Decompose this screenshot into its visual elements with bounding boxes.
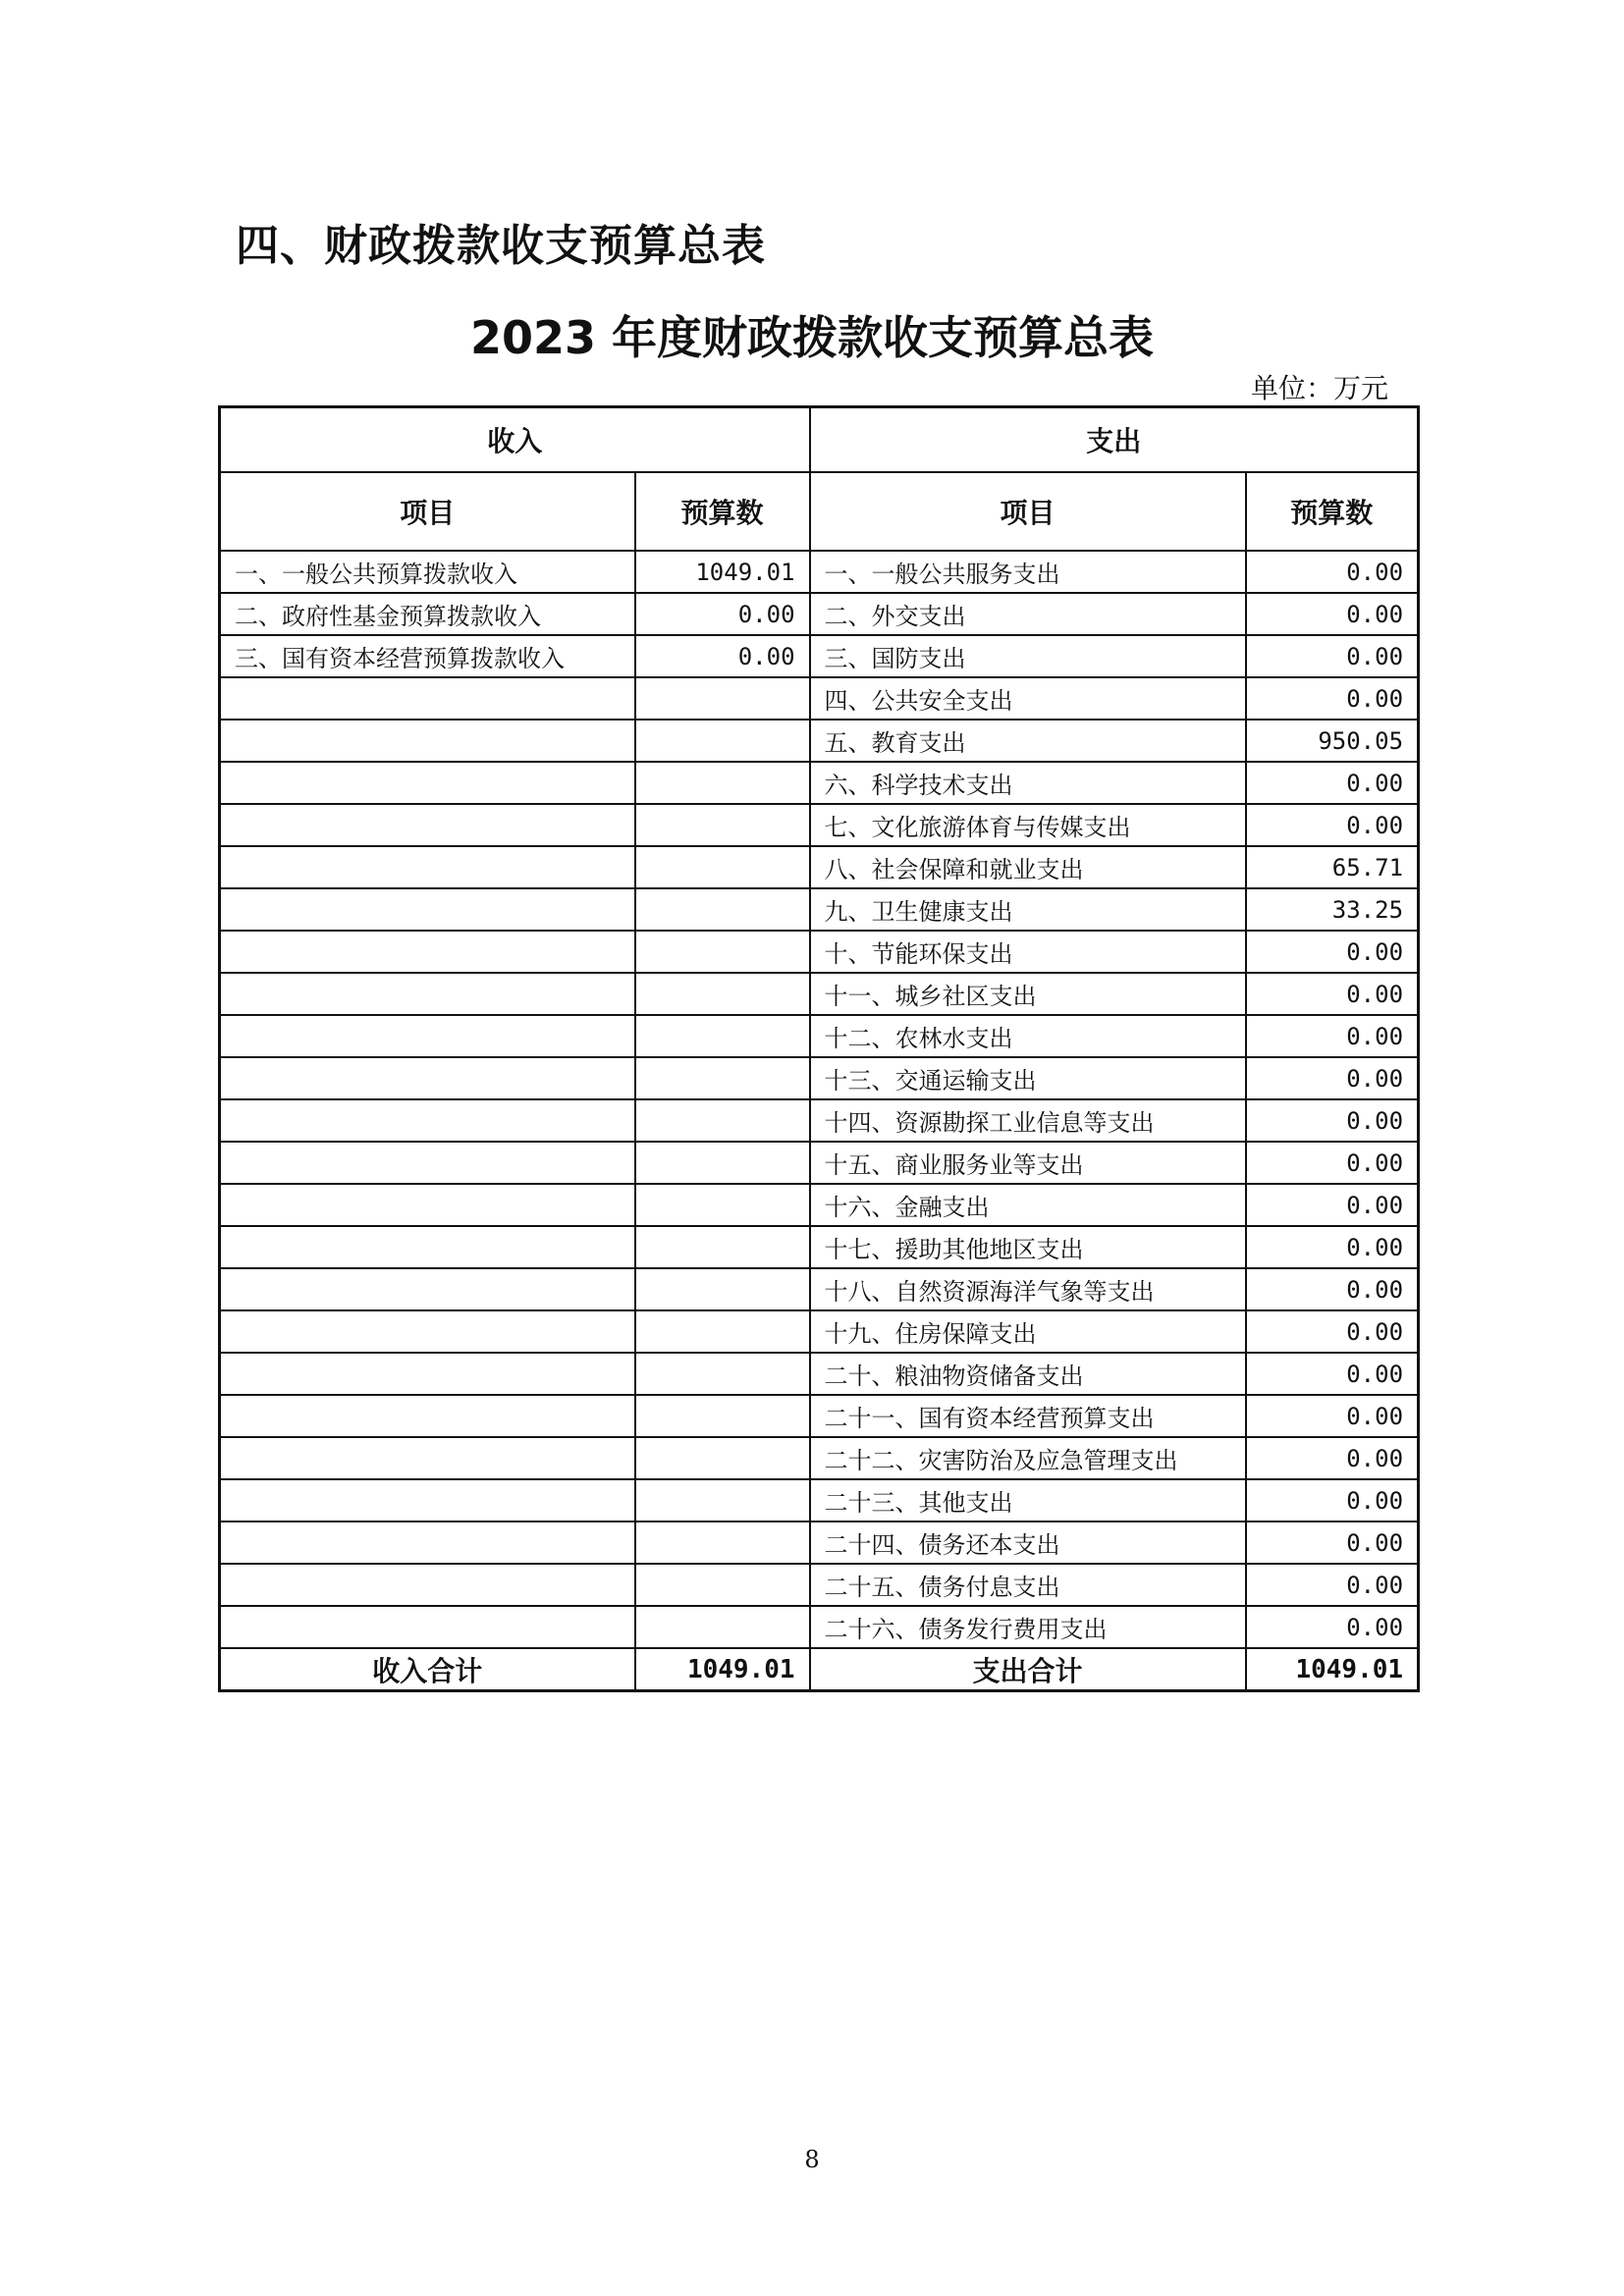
expense-total-amount: 1049.01	[1246, 1648, 1419, 1691]
expense-item-cell: 十四、资源勘探工业信息等支出	[810, 1099, 1246, 1142]
expense-amount-cell: 0.00	[1246, 1564, 1419, 1606]
income-amount-cell	[635, 1184, 810, 1226]
income-amount-cell	[635, 1057, 810, 1099]
table-row	[220, 973, 1419, 1015]
expense-total-label: 支出合计	[810, 1648, 1246, 1691]
expense-item-cell: 十五、商业服务业等支出	[810, 1142, 1246, 1184]
expense-amount-cell: 0.00	[1246, 677, 1419, 720]
income-item-cell	[220, 1395, 635, 1437]
expense-amount-cell: 0.00	[1246, 762, 1419, 804]
table-row	[220, 720, 1419, 762]
income-item-cell	[220, 1564, 635, 1606]
table-row	[220, 1353, 1419, 1395]
income-item-cell	[220, 1479, 635, 1522]
budget-table	[218, 405, 1420, 1692]
income-amount-cell	[635, 762, 810, 804]
expense-item-cell: 十九、住房保障支出	[810, 1310, 1246, 1353]
income-amount-cell	[635, 1310, 810, 1353]
income-amount-cell	[635, 1015, 810, 1057]
table-row	[220, 1395, 1419, 1437]
expense-item-cell: 六、科学技术支出	[810, 762, 1246, 804]
expense-item-cell: 十六、金融支出	[810, 1184, 1246, 1226]
section-heading: 四、财政拨款收支预算总表	[236, 221, 766, 271]
table-row	[220, 1522, 1419, 1564]
income-item-cell	[220, 677, 635, 720]
income-item-cell	[220, 973, 635, 1015]
income-item-cell	[220, 1226, 635, 1268]
expense-amount-header: 预算数	[1246, 472, 1419, 551]
table-row	[220, 1057, 1419, 1099]
unit-label: 单位：万元	[1250, 372, 1388, 404]
income-item-cell	[220, 1268, 635, 1310]
income-amount-cell	[635, 1226, 810, 1268]
expense-item-cell: 二十四、债务还本支出	[810, 1522, 1246, 1564]
expense-item-cell: 二十、粮油物资储备支出	[810, 1353, 1246, 1395]
table-row	[220, 1099, 1419, 1142]
income-item-cell	[220, 888, 635, 931]
income-item-cell	[220, 1015, 635, 1057]
expense-item-cell: 二十一、国有资本经营预算支出	[810, 1395, 1246, 1437]
income-amount-cell: 1049.01	[635, 551, 810, 593]
income-amount-cell	[635, 973, 810, 1015]
expense-amount-cell: 0.00	[1246, 1437, 1419, 1479]
income-item-cell	[220, 931, 635, 973]
expense-item-cell: 一、一般公共服务支出	[810, 551, 1246, 593]
table-row	[220, 635, 1419, 677]
expense-item-cell: 九、卫生健康支出	[810, 888, 1246, 931]
table-row	[220, 1479, 1419, 1522]
income-item-cell	[220, 1184, 635, 1226]
expense-amount-cell: 0.00	[1246, 1353, 1419, 1395]
page-number: 8	[804, 2146, 820, 2173]
expense-amount-cell: 33.25	[1246, 888, 1419, 931]
income-amount-cell	[635, 1564, 810, 1606]
expense-item-cell: 十三、交通运输支出	[810, 1057, 1246, 1099]
expense-amount-cell: 0.00	[1246, 1057, 1419, 1099]
income-item-cell	[220, 1099, 635, 1142]
income-item-cell: 二、政府性基金预算拨款收入	[220, 593, 635, 635]
income-item-cell: 三、国有资本经营预算拨款收入	[220, 635, 635, 677]
income-amount-cell	[635, 846, 810, 888]
income-amount-cell	[635, 1142, 810, 1184]
expense-item-cell: 三、国防支出	[810, 635, 1246, 677]
table-row	[220, 931, 1419, 973]
table-column-header	[220, 472, 1419, 551]
table-row	[220, 1226, 1419, 1268]
expense-item-cell: 十七、援助其他地区支出	[810, 1226, 1246, 1268]
income-item-cell	[220, 720, 635, 762]
income-amount-cell	[635, 1479, 810, 1522]
income-header: 收入	[220, 407, 810, 473]
table-row	[220, 677, 1419, 720]
income-item-header: 项目	[220, 472, 635, 551]
expense-amount-cell: 0.00	[1246, 1015, 1419, 1057]
expense-amount-cell: 0.00	[1246, 973, 1419, 1015]
table-body	[220, 551, 1419, 1648]
expense-amount-cell: 0.00	[1246, 1606, 1419, 1648]
income-item-cell	[220, 846, 635, 888]
expense-item-cell: 二、外交支出	[810, 593, 1246, 635]
table-row	[220, 1142, 1419, 1184]
table-row	[220, 1184, 1419, 1226]
expense-item-cell: 十一、城乡社区支出	[810, 973, 1246, 1015]
expense-item-cell: 四、公共安全支出	[810, 677, 1246, 720]
income-amount-cell: 0.00	[635, 593, 810, 635]
expense-item-cell: 二十五、债务付息支出	[810, 1564, 1246, 1606]
income-amount-cell	[635, 1522, 810, 1564]
expense-item-cell: 十、节能环保支出	[810, 931, 1246, 973]
table-row	[220, 888, 1419, 931]
expense-amount-cell: 65.71	[1246, 846, 1419, 888]
expense-amount-cell: 0.00	[1246, 931, 1419, 973]
expense-item-cell: 二十二、灾害防治及应急管理支出	[810, 1437, 1246, 1479]
table-row	[220, 1015, 1419, 1057]
income-item-cell: 一、一般公共预算拨款收入	[220, 551, 635, 593]
income-amount-cell: 0.00	[635, 635, 810, 677]
income-item-cell	[220, 1142, 635, 1184]
expense-amount-cell: 0.00	[1246, 1099, 1419, 1142]
expense-amount-cell: 0.00	[1246, 1310, 1419, 1353]
expense-amount-cell: 0.00	[1246, 635, 1419, 677]
expense-amount-cell: 0.00	[1246, 551, 1419, 593]
table-row	[220, 593, 1419, 635]
expense-amount-cell: 0.00	[1246, 1142, 1419, 1184]
income-amount-cell	[635, 931, 810, 973]
expense-item-cell: 八、社会保障和就业支出	[810, 846, 1246, 888]
income-amount-cell	[635, 804, 810, 846]
income-amount-cell	[635, 677, 810, 720]
income-item-cell	[220, 1437, 635, 1479]
expense-item-cell: 七、文化旅游体育与传媒支出	[810, 804, 1246, 846]
income-total-amount: 1049.01	[635, 1648, 810, 1691]
expense-item-cell: 十二、农林水支出	[810, 1015, 1246, 1057]
expense-amount-cell: 0.00	[1246, 1184, 1419, 1226]
income-item-cell	[220, 1057, 635, 1099]
expense-item-cell: 五、教育支出	[810, 720, 1246, 762]
income-total-label: 收入合计	[220, 1648, 635, 1691]
table-row	[220, 1437, 1419, 1479]
table-row	[220, 1268, 1419, 1310]
table-row	[220, 551, 1419, 593]
income-item-cell	[220, 804, 635, 846]
expense-amount-cell: 0.00	[1246, 1479, 1419, 1522]
income-amount-header: 预算数	[635, 472, 810, 551]
income-item-cell	[220, 1522, 635, 1564]
income-item-cell	[220, 1606, 635, 1648]
expense-amount-cell: 0.00	[1246, 1226, 1419, 1268]
income-item-cell	[220, 762, 635, 804]
expense-item-cell: 二十三、其他支出	[810, 1479, 1246, 1522]
income-item-cell	[220, 1353, 635, 1395]
table-row	[220, 1606, 1419, 1648]
income-item-cell	[220, 1310, 635, 1353]
total-row	[220, 1648, 1419, 1691]
income-amount-cell	[635, 1437, 810, 1479]
table-row	[220, 762, 1419, 804]
expense-item-header: 项目	[810, 472, 1246, 551]
income-amount-cell	[635, 1606, 810, 1648]
table-row	[220, 1564, 1419, 1606]
expense-amount-cell: 950.05	[1246, 720, 1419, 762]
expense-item-cell: 十八、自然资源海洋气象等支出	[810, 1268, 1246, 1310]
table-row	[220, 1310, 1419, 1353]
income-amount-cell	[635, 1395, 810, 1437]
expense-amount-cell: 0.00	[1246, 804, 1419, 846]
expense-amount-cell: 0.00	[1246, 1268, 1419, 1310]
table-row	[220, 804, 1419, 846]
expense-amount-cell: 0.00	[1246, 1395, 1419, 1437]
income-amount-cell	[635, 1099, 810, 1142]
table-row	[220, 846, 1419, 888]
income-amount-cell	[635, 888, 810, 931]
table-group-header	[220, 407, 1419, 473]
expense-item-cell: 二十六、债务发行费用支出	[810, 1606, 1246, 1648]
income-amount-cell	[635, 1268, 810, 1310]
table-title: 2023 年度财政拨款收支预算总表	[469, 311, 1155, 364]
income-amount-cell	[635, 1353, 810, 1395]
income-amount-cell	[635, 720, 810, 762]
expense-amount-cell: 0.00	[1246, 593, 1419, 635]
expense-header: 支出	[810, 407, 1419, 473]
expense-amount-cell: 0.00	[1246, 1522, 1419, 1564]
